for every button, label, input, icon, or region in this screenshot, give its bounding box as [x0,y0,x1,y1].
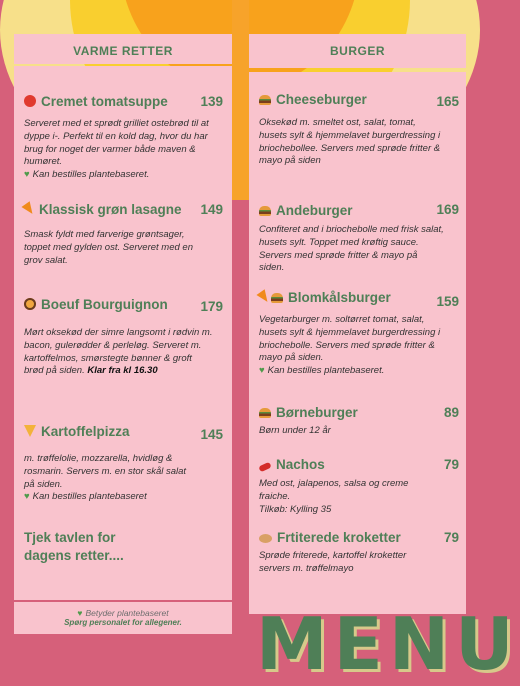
item-price: 169 [436,202,459,217]
item-description: m. trøffelolie, mozzarella, hvidløg & rosmarin. Servers m. en stor skål salat på siden. [24,453,187,490]
section-title-burger: BURGER [249,34,466,68]
item-name: Cheeseburger [276,92,367,107]
note-line-1: Tjek tavlen for [24,530,116,545]
item-description: Med ost, jalapenos, salsa og creme fraiche. [259,478,409,502]
potato-icon [259,534,272,543]
burger-icon [271,293,283,303]
burger-icon [259,408,271,418]
burger-icon [259,95,271,105]
item-price: 159 [436,294,459,309]
item-description: Børn under 12 år [259,425,331,436]
item-price: 165 [436,94,459,109]
legend-text: Betyder plantebaseret [85,608,169,618]
item-description: Mørt oksekød der simre langsomt i rødvin m. bacon, gulerødder & perleløg. Serveret m. kartoffelmos, smørstegte bønner & groft brød på siden. [24,327,213,377]
item-name: Nachos [276,457,325,472]
item-price: 139 [200,94,223,109]
tomato-icon [24,95,36,107]
plant-note: Kan bestilles plantebaseret. [267,365,385,377]
carrot-icon [21,201,36,217]
daily-specials-note [24,529,124,565]
heart-icon: ♥ [24,169,30,181]
item-name: Blomkålsburger [288,290,391,305]
plant-note: Kan bestilles plantebaseret. [32,169,150,181]
item-name: Børneburger [276,405,358,420]
item-description: Confiteret and i briochebolle med frisk salat, husets sylt. Toppet med krøftig sauce. Servers med sprøde fritter & mayo på siden. [259,224,444,274]
heart-icon: ♥ [24,491,30,503]
stew-icon [24,298,36,310]
allergen-note: Spørg personalet for allegener. [64,618,182,627]
item-description: Vegetarburger m. soltørret tomat, salat, husets sylt & hjemmelavet burgerdressing i briochebolle. Servers med sprøde fritter & mayo på siden. [259,314,441,364]
ready-time-note: Klar fra kl 16.30 [87,365,158,377]
item-description: Oksekød m. smeltet ost, salat, tomat, husets sylt & hjemmelavet burgerdressing i briochebollee. Servers med sprøde fritter & mayo på siden [259,117,441,167]
section-title-varme-retter: VARME RETTER [14,34,232,64]
item-name: Frtiterede kroketter [277,530,401,545]
plant-note: Kan bestilles plantebaseret [32,491,147,503]
pizza-icon [24,425,36,437]
item-price: 145 [200,427,223,442]
item-price: 179 [200,299,223,314]
note-line-2: dagens retter.... [24,548,124,563]
item-price: 79 [443,457,459,472]
item-name: Cremet tomatsuppe [41,94,168,109]
heart-icon: ♥ [77,608,83,618]
item-name: Kartoffelpizza [41,424,130,439]
heart-icon: ♥ [259,365,265,377]
item-price: 79 [443,530,459,545]
item-name: Andeburger [276,203,353,218]
item-price: 89 [443,405,459,420]
burger-icon [259,206,271,216]
menu-title: MENU [256,602,520,686]
item-name: Boeuf Bourguignon [41,297,168,312]
item-description: Sprøde friterede, kartoffel kroketter servers m. trøffelmayo [259,550,407,574]
carrot-icon [256,289,271,305]
item-name: Klassisk grøn lasagne [39,202,182,217]
addon-note: Tilkøb: Kylling 35 [259,503,332,515]
footer-legend [14,602,232,634]
item-price: 149 [200,202,223,217]
item-description: Smask fyldt med farverige grøntsager, toppet med gylden ost. Serveret med en grov salat. [24,229,193,266]
chili-icon [258,462,271,473]
item-description: Serveret med et sprødt grilliet ostebrød til at dyppe i-. Perfekt til en kold dag, hvor du har brug for noget der varmer både maven & humøret. [24,118,209,168]
sun-ray [232,0,249,200]
